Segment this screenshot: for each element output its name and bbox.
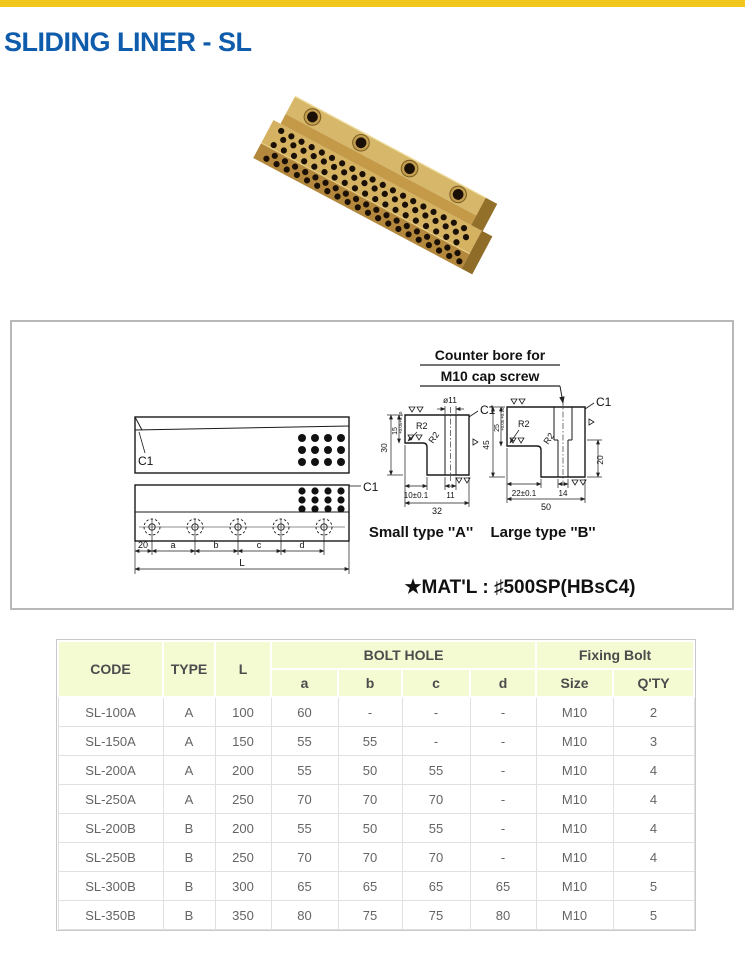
section-b-tol2: +0.05 [500, 419, 505, 431]
top-accent-bar [0, 0, 745, 7]
table-cell: 5 [613, 901, 694, 930]
table-cell: B [163, 814, 215, 843]
col-header-bolt-hole: BOLT HOLE [271, 641, 536, 669]
plug-dots-front [298, 434, 345, 466]
table-cell: SL-250A [58, 785, 163, 814]
col-header-qty: Q'TY [613, 669, 694, 697]
table-cell: 70 [402, 785, 470, 814]
table-cell: M10 [536, 814, 613, 843]
table-row [58, 785, 694, 814]
col-header-size: Size [536, 669, 613, 697]
table-cell: - [338, 697, 402, 727]
table-row [58, 901, 694, 930]
table-row [58, 756, 694, 785]
table-cell: 70 [402, 843, 470, 872]
table-cell: M10 [536, 785, 613, 814]
table-cell: 350 [215, 901, 271, 930]
table-cell: 4 [613, 843, 694, 872]
section-b-side: 20 [595, 455, 605, 465]
table-cell: 80 [470, 901, 536, 930]
section-a-radius1: R2 [416, 421, 428, 431]
small-type-label: Small type ''A'' [368, 524, 474, 541]
product-photo [240, 95, 500, 280]
table-cell: 65 [338, 872, 402, 901]
section-b-tol1: +0.10 [500, 407, 505, 419]
table-cell: 70 [271, 843, 338, 872]
table-row [58, 843, 694, 872]
section-a-tol2: +0.05 [398, 422, 403, 434]
dim-b: b [213, 540, 219, 550]
section-large-type-b [481, 395, 612, 512]
section-b-width: 50 [540, 502, 552, 512]
table-cell: 55 [271, 814, 338, 843]
table-cell: 80 [271, 901, 338, 930]
table-cell: M10 [536, 843, 613, 872]
dim-a: a [170, 540, 176, 550]
sliding-liner-photo-drawing [240, 95, 500, 280]
dim-20: 20 [137, 540, 149, 550]
section-b-radius1: R2 [518, 419, 530, 429]
table-cell: 250 [215, 785, 271, 814]
table-cell: SL-350B [58, 901, 163, 930]
col-header-fixing-bolt: Fixing Bolt [536, 641, 694, 669]
table-cell: M10 [536, 872, 613, 901]
table-cell: 150 [215, 727, 271, 756]
section-b-radius2: R2 [541, 430, 557, 447]
table-row [58, 814, 694, 843]
table-cell: - [470, 727, 536, 756]
table-cell: SL-200B [58, 814, 163, 843]
table-cell: 60 [271, 697, 338, 727]
dim-d: d [299, 540, 305, 550]
section-b-height: 45 [481, 440, 491, 450]
dim-hole-dia: ø11 [442, 395, 458, 405]
section-b-bore: 14 [558, 489, 568, 498]
plan-view [135, 480, 379, 574]
table-cell: 2 [613, 697, 694, 727]
table-cell: 3 [613, 727, 694, 756]
material-note: ★MAT'L : ♯500SP(HBsC4) [404, 577, 636, 598]
col-header-type: TYPE [163, 641, 215, 697]
col-header-d: d [470, 669, 536, 697]
callout-line2: M10 cap screw [440, 368, 540, 384]
table-cell: 65 [271, 872, 338, 901]
table-cell: 50 [338, 756, 402, 785]
table-cell: 5 [613, 872, 694, 901]
col-header-a: a [271, 669, 338, 697]
section-a-height: 30 [379, 443, 389, 453]
front-view-chamfer-label: C1 [138, 454, 154, 468]
large-type-label: Large type ''B'' [490, 524, 596, 541]
table-cell: 250 [215, 843, 271, 872]
section-b-chamfer: C1 [596, 395, 612, 409]
table-cell: A [163, 785, 215, 814]
table-cell: 50 [338, 814, 402, 843]
table-cell: M10 [536, 697, 613, 727]
section-a-step: 10±0.1 [403, 491, 429, 500]
technical-drawing-panel [10, 320, 734, 610]
col-header-c: c [402, 669, 470, 697]
table-row [58, 697, 694, 727]
callout-line1: Counter bore for [434, 347, 546, 363]
plug-dots-plan [298, 487, 344, 512]
table-cell: - [470, 814, 536, 843]
section-a-bore: 11 [446, 491, 455, 500]
table-cell: B [163, 901, 215, 930]
table-cell: 100 [215, 697, 271, 727]
table-cell: SL-100A [58, 697, 163, 727]
table-cell: 200 [215, 814, 271, 843]
table-cell: 55 [338, 727, 402, 756]
table-cell: M10 [536, 756, 613, 785]
table-cell: 70 [338, 785, 402, 814]
counter-bore-callout [420, 347, 563, 403]
spec-table-body [58, 697, 694, 930]
table-row [58, 872, 694, 901]
col-header-code: CODE [58, 641, 163, 697]
table-cell: B [163, 872, 215, 901]
technical-drawing [12, 322, 732, 608]
table-cell: SL-250B [58, 843, 163, 872]
section-a-tol1: +0.10 [398, 411, 403, 423]
table-cell: 55 [402, 756, 470, 785]
front-view [135, 417, 349, 473]
dim-c: c [256, 540, 262, 550]
table-row [58, 727, 694, 756]
table-cell: - [470, 697, 536, 727]
table-cell: 300 [215, 872, 271, 901]
table-cell: A [163, 727, 215, 756]
table-cell: M10 [536, 727, 613, 756]
table-cell: 65 [470, 872, 536, 901]
section-a-ledge: 15 [392, 427, 399, 435]
table-cell: - [402, 697, 470, 727]
col-header-b: b [338, 669, 402, 697]
col-header-length: L [215, 641, 271, 697]
table-cell: SL-150A [58, 727, 163, 756]
table-cell: 4 [613, 756, 694, 785]
section-b-step: 22±0.1 [511, 489, 537, 498]
table-cell: - [470, 785, 536, 814]
table-cell: 55 [271, 727, 338, 756]
table-cell: 70 [271, 785, 338, 814]
table-cell: A [163, 756, 215, 785]
table-cell: 4 [613, 814, 694, 843]
dim-L: L [239, 558, 245, 569]
section-b-ledge: 25 [494, 424, 501, 432]
table-cell: M10 [536, 901, 613, 930]
table-cell: 55 [271, 756, 338, 785]
table-cell: SL-300B [58, 872, 163, 901]
section-a-chamfer: C1 [480, 403, 496, 417]
table-cell: 75 [402, 901, 470, 930]
section-a-width: 32 [431, 506, 443, 516]
page-title: SLIDING LINER - SL [4, 27, 252, 57]
table-cell: SL-200A [58, 756, 163, 785]
table-cell: 55 [402, 814, 470, 843]
section-a-radius2: R2 [426, 429, 442, 446]
section-small-type-a [379, 395, 496, 516]
table-cell: - [470, 843, 536, 872]
table-cell: A [163, 697, 215, 727]
table-cell: 70 [338, 843, 402, 872]
plan-view-chamfer-label: C1 [363, 480, 379, 494]
table-cell: - [402, 727, 470, 756]
table-cell: 65 [402, 872, 470, 901]
table-cell: 75 [338, 901, 402, 930]
table-cell: 4 [613, 785, 694, 814]
spec-table [57, 640, 695, 930]
table-cell: 200 [215, 756, 271, 785]
table-cell: - [470, 756, 536, 785]
table-cell: B [163, 843, 215, 872]
